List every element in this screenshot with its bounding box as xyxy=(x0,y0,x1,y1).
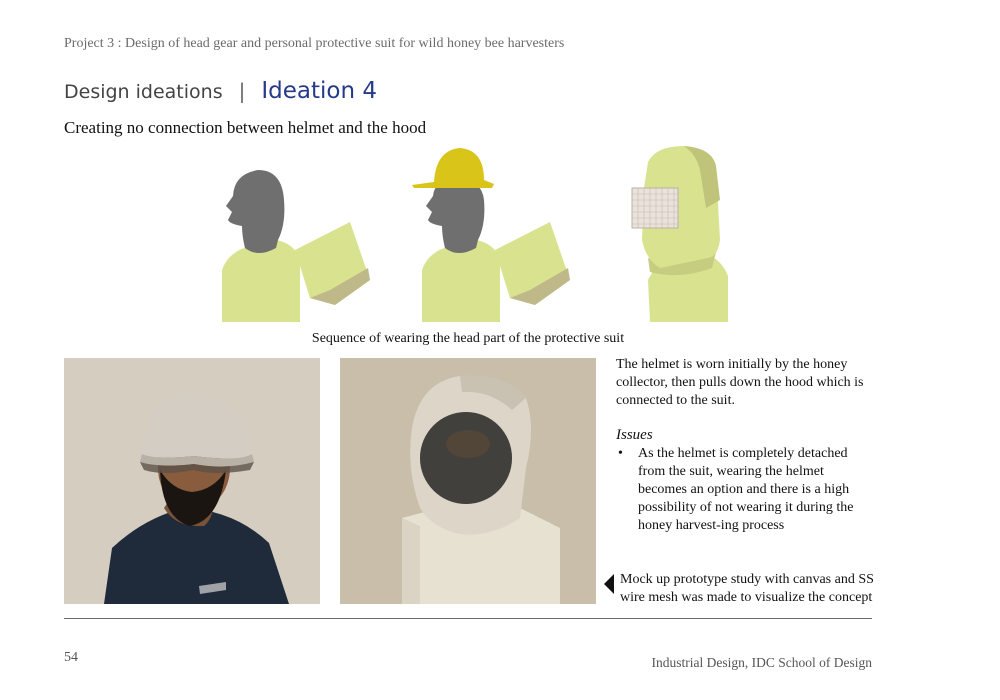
footer-institution: Industrial Design, IDC School of Design xyxy=(651,655,872,670)
hard-hat xyxy=(412,148,494,188)
issue-item xyxy=(618,445,874,535)
illustration-caption: Sequence of wearing the head part of the protective suit xyxy=(311,331,625,346)
head-silhouette xyxy=(426,178,484,253)
photo-helmet-prototype xyxy=(64,358,320,604)
footer-divider xyxy=(64,618,872,619)
ideation-title: Ideation 4 xyxy=(261,78,377,104)
title-separator: | xyxy=(238,79,246,103)
photo-hood-prototype xyxy=(340,358,596,604)
page-subtitle: Creating no connection between helmet and the hood xyxy=(64,118,427,137)
issues-heading: Issues xyxy=(616,427,653,443)
description-text: The helmet is worn initially by the honey collector, then pulls down the hood which is connected to the suit. xyxy=(616,357,864,408)
pointer-left-icon xyxy=(604,574,614,594)
wearing-sequence-illustration xyxy=(200,140,760,330)
page-number: 54 xyxy=(64,650,78,665)
prototype-note: Mock up prototype study with canvas and SS wire mesh was made to visualize the concept xyxy=(620,572,874,605)
figure-step-1 xyxy=(222,170,370,322)
issue-text: As the helmet is completely detached from the suit, wearing the helmet becomes an option and there is a high possibility of not wearing it during the honey harvest-ing process xyxy=(638,446,854,533)
project-header: Project 3 : Design of head gear and personal protective suit for wild honey bee harvesters xyxy=(64,36,565,51)
page-title xyxy=(64,78,377,104)
bullet-icon: • xyxy=(618,446,623,461)
head-silhouette xyxy=(226,170,284,253)
figure-step-3 xyxy=(632,146,728,322)
figure-step-2 xyxy=(412,148,570,322)
section-title: Design ideations xyxy=(64,81,223,103)
